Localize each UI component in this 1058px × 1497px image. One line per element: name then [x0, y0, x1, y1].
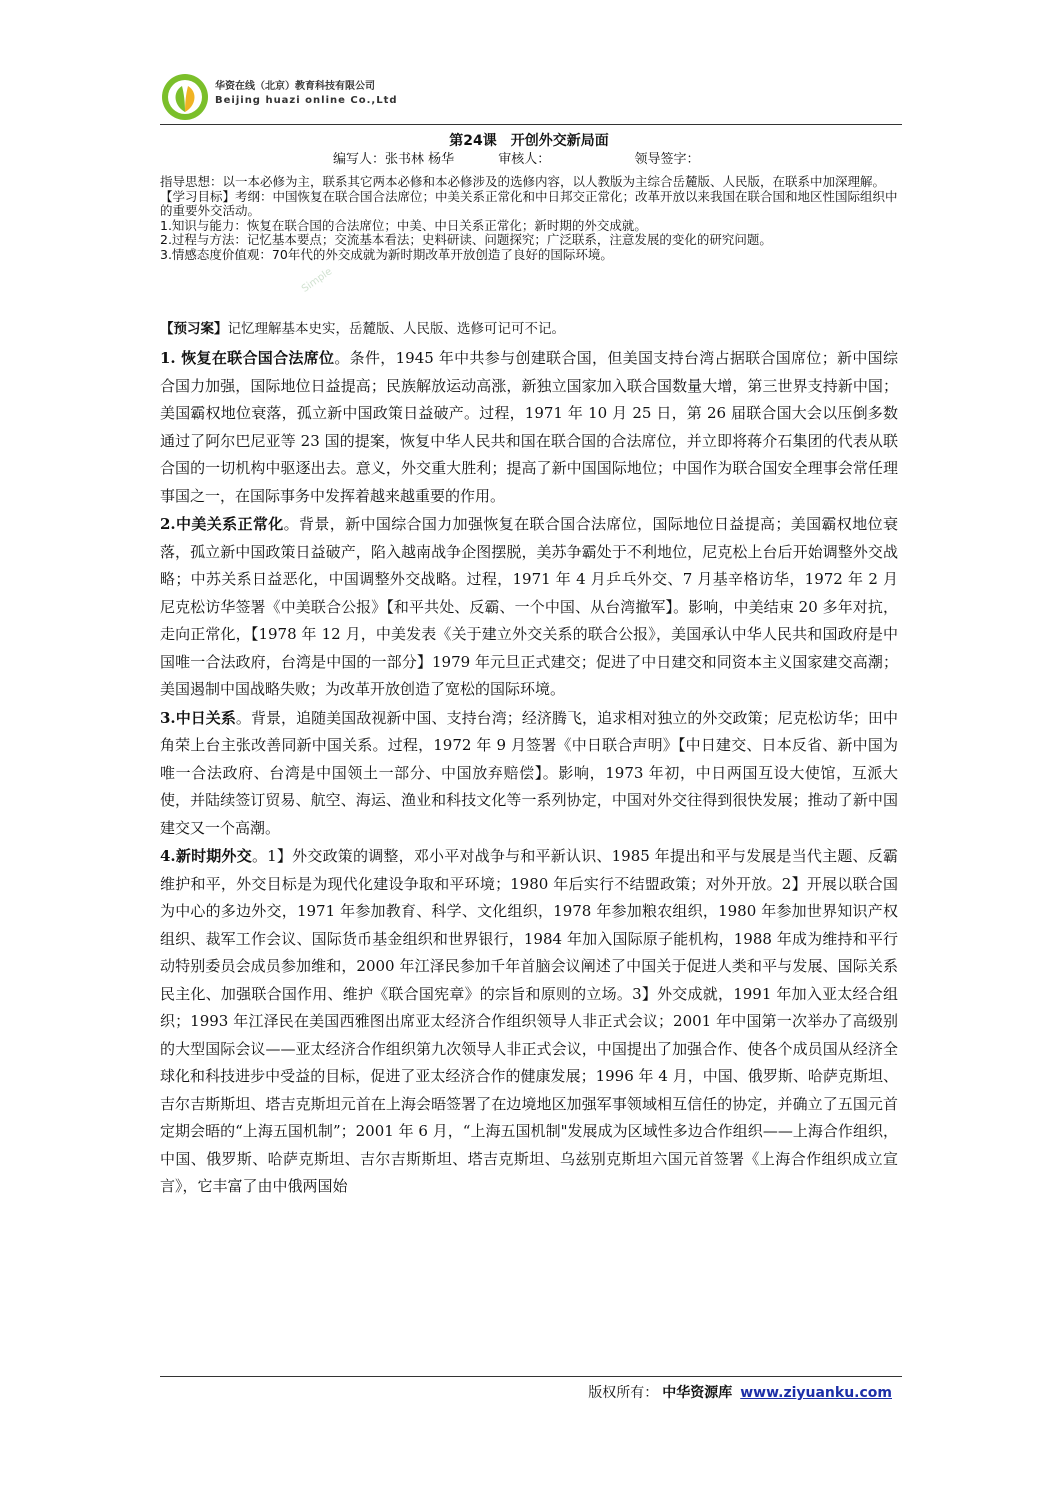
section-1-text: 。条件，1945 年中共参与创建联合国，但美国支持台湾占据联合国席位；新中国综合国力加强，国际地位日益提高；民族解放运动高涨，新独立国家加入联合国数量大增，第三世界支持新中国；美国霸权地位衰落，孤立新中国政策日益破产。过程，1971 年 10 月 25 日，第 26 届联合国大会以压倒多数通过了阿尔巴尼亚等 23 国的提案，恢复中华人民共和国在联合国的合法席位，并立即将蒋介石集团的代表从联合国的一切机构中驱逐出去。意义，外交重大胜利；提高了新中国国际地位；中国作为联合国安全理事会常任理事国之一，在国际事务中发挥着越来越重要的作用。 — [160, 349, 898, 505]
section-1-heading: 1. 恢复在联合国合法席位 — [160, 349, 335, 367]
intro-learning-goals: 【学习目标】考纲：中国恢复在联合国合法席位；中美关系正常化和中日邦交正常化；改革开放以来我国在联合国和地区性国际组织中的重要外交活动。 — [160, 188, 898, 218]
company-name-cn: 华资在线（北京）教育科技有限公司 — [215, 81, 375, 92]
intro-guiding-thought: 指导思想：以一本必修为主，联系其它两本必修和本必修涉及的选修内容，以人教版为主综合岳麓版、人民版，在联系中加深理解。 — [160, 174, 886, 189]
intro-block — [160, 175, 898, 262]
byline — [333, 151, 739, 169]
byline-leader: 领导签字： — [634, 152, 700, 167]
intro-knowledge: 1.知识与能力：恢复在联合国的合法席位；中美、中日关系正常化；新时期的外交成就。 — [160, 217, 647, 233]
section-3-heading: 3.中日关系 — [160, 708, 236, 727]
page-header — [160, 72, 902, 124]
preview-line — [160, 320, 898, 338]
preview-text: 记忆理解基本史实，岳麓版、人民版、选修可记可不记。 — [227, 321, 565, 337]
intro-values: 3.情感态度价值观：70年代的外交成就为新时期改革开放创造了良好的国际环境。 — [160, 246, 613, 262]
section-2-heading: 2.中美关系正常化 — [160, 515, 284, 533]
page-footer — [588, 1382, 892, 1404]
section-4-heading: 4.新时期外交 — [160, 847, 252, 865]
byline-reviewer: 审核人： — [498, 152, 551, 167]
section-4-text: 。1】外交政策的调整，邓小平对战争与和平新认识、1985 年提出和平与发展是当代主题、反霸维护和平，外交目标是为现代化建设争取和平环境；1980 年后实行不结盟政策；对外开放。2】开展以联合国为中心的多边外交，1971 年参加教育、科学、文化组织，1978 年参加粮农组织，1980 年参加世界知识产权组织、裁军工作会议、国际货币基金组织和世界银行，1984 年加入国际原子能机构，1988 年成为维持和平行动特别委员会成员参加维和，2000 年江泽民参加千年首脑会议阐述了中国关于促进人类和平与发展、国际关系民主化、加强联合国作用、维护《联合国宪章》的宗旨和原则的立场。3】外交成就，1991 年加入亚太经合组织；1993 年江泽民在美国西雅图出席亚太经济合作组织领导人非正式会议；2001 年中国第一次举办了高级别的大型国际会议——亚太经济合作组织第九次领导人非正式会议，中国提出了加强合作、使各个成员国从经济全球化和科技进步中受益的目标，促进了亚太经济合作的健康发展；1996 年 4 月，中国、俄罗斯、哈萨克斯坦、吉尔吉斯斯坦、塔吉克斯坦元首在上海会晤签署了在边境地区加强军事领域相互信任的协定，并确立了五国元首定期会晤的“上海五国机制”；2001 年 6 月，“上海五国机制"发展成为区域性多边合作组织——上海合作组织，中国、俄罗斯、哈萨克斯坦、吉尔吉斯斯坦、塔吉克斯坦、乌兹别克斯坦六国元首签署《上海合作组织成立宣言》，它丰富了由中俄两国始 — [160, 847, 898, 1195]
byline-author: 编写人：张书林 杨华 — [333, 152, 455, 167]
company-logo — [160, 72, 210, 122]
page-title: 第24课 开创外交新局面 — [449, 133, 609, 149]
section-1 — [160, 345, 898, 510]
watermark: Simple — [299, 266, 335, 295]
footer-divider — [160, 1376, 902, 1377]
company-name — [215, 80, 398, 108]
company-name-en: Beijing huazi online Co.,Ltd — [215, 95, 398, 106]
section-3 — [160, 705, 898, 843]
section-2-text: 。背景，新中国综合国力加强恢复在联合国合法席位，国际地位日益提高；美国霸权地位衰落，孤立新中国政策日益破产，陷入越南战争企图摆脱，美苏争霸处于不利地位，尼克松上台后开始调整外交战略；中苏关系日益恶化，中国调整外交战略。过程，1971 年 4 月乒乓外交、7 月基辛格访华，1972 年 2 月尼克松访华签署《中美联合公报》【和平共处、反霸、一个中国、从台湾撤军】。影响，中美结束 20 多年对抗，走向正常化，【1978 年 12 月，中美发表《关于建立外交关系的联合公报》，美国承认中华人民共和国政府是中国唯一合法政府，台湾是中国的一部分】1979 年元旦正式建交；促进了中日建交和同资本主义国家建交高潮；美国遏制中国战略失败；为改革开放创造了宽松的国际环境。 — [160, 515, 898, 698]
main-body — [160, 345, 898, 1202]
preview-label: 【预习案】 — [160, 321, 228, 337]
footer-copyright: 版权所有： — [588, 1385, 659, 1401]
header-divider — [160, 124, 902, 125]
section-4 — [160, 843, 898, 1201]
intro-process: 2.过程与方法：记忆基本要点；交流基本看法；史料研读、问题探究；广泛联系，注意发展的变化的研究问题。 — [160, 232, 772, 247]
section-2 — [160, 511, 898, 704]
footer-url-link[interactable]: www.ziyuanku.com — [740, 1385, 892, 1401]
section-3-text: 。背景，追随美国敌视新中国、支持台湾；经济腾飞，追求相对独立的外交政策；尼克松访华；田中角荣上台主张改善同新中国关系。过程，1972 年 9 月签署《中日联合声明》【中日建交、日本反省、新中国为唯一合法政府、台湾是中国领土一部分、中国放弃赔偿】。影响，1973 年初，中日两国互设大使馆，互派大使，并陆续签订贸易、航空、海运、渔业和科技文化等一系列协定，中国对外交往得到很快发展；推动了新中国建交又一个高潮。 — [160, 708, 898, 837]
footer-brand: 中华资源库 — [662, 1385, 733, 1401]
